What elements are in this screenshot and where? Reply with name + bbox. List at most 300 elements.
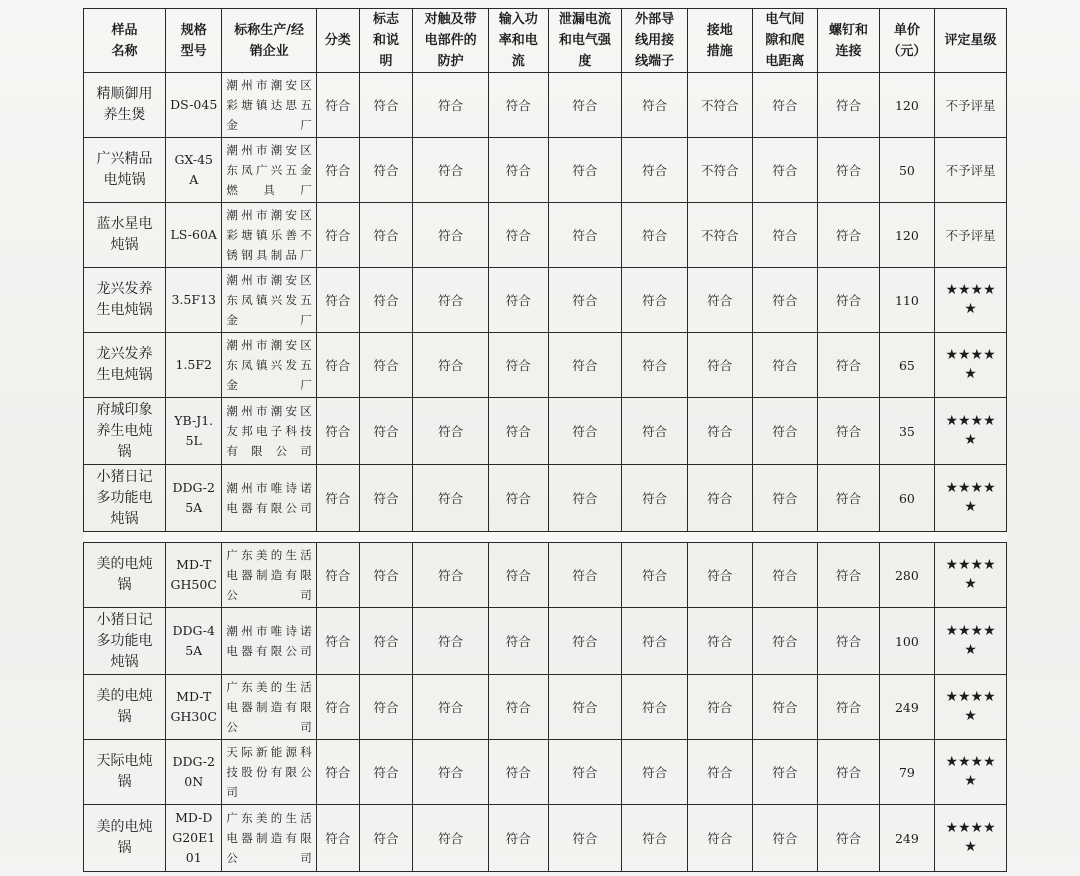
model-line: 1.5F2 [175,357,212,372]
result-cell: 符合 [818,543,880,608]
sample-name-cell [84,73,166,138]
model-line: YB-J1. [174,413,214,428]
sample-name-line: 龙兴发养 [96,281,153,297]
sample-name-line: 多功能电 [96,489,153,506]
result-cell: 符合 [359,675,412,740]
table-row [84,268,1007,333]
star-rating-cell [935,805,1007,872]
column-header [413,9,489,73]
star-rating-line: ★ [964,773,977,789]
result-cell: 符合 [687,805,752,872]
table-row [84,805,1007,872]
result-cell: 符合 [413,203,489,268]
star-rating-cell [935,138,1007,203]
manufacturer-line: 金厂 [226,313,312,327]
result-cell: 符合 [316,203,359,268]
result-cell: 符合 [818,333,880,398]
manufacturer-line: 司 [226,785,238,799]
table-row [84,740,1007,805]
result-cell: 符合 [818,740,880,805]
sample-name-line: 锅 [117,709,132,725]
result-cell: 符合 [752,465,818,532]
result-cell: 符合 [818,73,880,138]
star-rating-line: 不予评星 [945,162,996,178]
manufacturer-line: 彩塘镇达思五 [226,98,312,112]
price-cell: 249 [879,675,934,740]
sample-name-line: 小猪日记 [96,468,153,485]
column-header-line: 输入功 [498,12,538,27]
model-line: DDG-2 [172,754,215,769]
sample-name-cell [84,333,166,398]
column-header [687,9,752,73]
result-cell: 符合 [818,268,880,333]
star-rating-line: ★★★★ [945,347,996,363]
sample-name-line: 锅 [117,443,132,460]
sample-name-line: 炖锅 [110,237,139,253]
model-cell [166,203,222,268]
result-cell: 符合 [489,805,548,872]
column-header-line: 线端子 [635,54,675,69]
model-line: A [189,172,199,187]
manufacturer-line: 公司 [226,720,312,734]
column-header-line: 外部导 [635,12,675,27]
sample-name-line: 美的电炖 [96,556,153,572]
model-line: 01 [185,850,202,865]
result-cell: 符合 [622,675,688,740]
column-header [818,9,880,73]
sample-name-line: 蓝水星电 [96,216,153,232]
result-cell: 符合 [489,138,548,203]
model-line: 3.5F13 [171,292,216,307]
model-line: GH30C [170,709,217,724]
result-cell: 符合 [413,608,489,675]
sample-name-line: 龙兴发养 [96,346,153,362]
column-header [359,9,412,73]
result-cell: 符合 [818,805,880,872]
result-cell: 符合 [548,73,622,138]
sample-name-line: 养生煲 [103,107,146,123]
column-header-line: 规格 [180,22,207,38]
result-cell: 符合 [489,73,548,138]
sample-name-line: 锅 [117,577,132,593]
column-header [752,9,818,73]
star-rating-line: ★ [964,839,977,855]
manufacturer-line: 锈钢具制品厂 [226,248,312,262]
result-cell: 符合 [489,333,548,398]
manufacturer-line: 潮州市潮安区 [226,143,312,157]
result-cell: 符合 [359,543,412,608]
star-rating-line: ★ [964,499,977,515]
test-results-table [83,8,1007,872]
manufacturer-line: 东凤镇兴发五 [226,358,312,372]
result-cell: 符合 [359,740,412,805]
result-cell: 符合 [359,465,412,532]
manufacturer-line: 燃具厂 [226,183,312,197]
result-cell: 符合 [687,465,752,532]
result-cell: 符合 [752,543,818,608]
page-break-gap [84,532,1007,543]
result-cell: 符合 [752,203,818,268]
result-cell: 符合 [316,268,359,333]
column-header-line: 单价 [893,22,920,38]
manufacturer-line: 潮州市潮安区 [226,208,312,222]
model-line: 5A [185,643,203,658]
column-header [166,9,222,73]
model-line: DDG-4 [172,623,215,638]
sample-name-line: 锅 [117,840,132,856]
model-cell [166,805,222,872]
sample-name-line: 多功能电 [96,632,153,649]
model-line: DDG-2 [172,480,215,495]
manufacturer-line: 电器有限公司 [226,501,312,515]
sample-name-line: 锅 [117,774,132,790]
result-cell: 符合 [818,675,880,740]
sample-name-cell [84,138,166,203]
column-header-line: （元） [887,43,927,59]
result-cell: 符合 [752,805,818,872]
star-rating-cell [935,608,1007,675]
model-line: GH50C [170,577,217,592]
sample-name-line: 美的电炖 [96,688,153,704]
sample-name-line: 广兴精品 [96,151,153,167]
result-cell: 符合 [687,333,752,398]
result-cell: 符合 [359,398,412,465]
result-cell: 符合 [622,203,688,268]
price-cell: 120 [879,73,934,138]
star-rating-line: ★★★★ [945,413,996,429]
column-header-line: 评定星级 [944,33,997,48]
manufacturer-line: 彩塘镇乐善不 [226,228,312,242]
result-cell: 符合 [316,805,359,872]
column-header [548,9,622,73]
table-row [84,543,1007,608]
page-break-strip [84,532,1007,543]
result-cell: 符合 [489,398,548,465]
star-rating-line: ★★★★ [945,754,996,770]
result-cell: 符合 [548,740,622,805]
table-row [84,333,1007,398]
column-header-line: 措施 [706,43,733,59]
manufacturer-line: 技股份有限公 [226,765,312,779]
star-rating-line: ★★★★ [945,689,996,705]
price-cell: 110 [879,268,934,333]
sample-name-line: 养生电炖 [96,422,153,439]
column-header [316,9,359,73]
model-line: 5A [185,500,203,515]
price-cell: 249 [879,805,934,872]
result-cell: 符合 [548,675,622,740]
model-line: 5L [185,433,202,448]
sample-name-line: 生电炖锅 [96,367,153,383]
star-rating-cell [935,675,1007,740]
table-row [84,675,1007,740]
manufacturer-cell [222,543,316,608]
manufacturer-line: 东凤镇兴发五 [226,293,312,307]
model-line: LS-60A [170,227,217,242]
column-header-line: 螺钉和 [828,22,868,38]
column-header [84,9,166,73]
result-cell: 符合 [359,73,412,138]
price-cell: 79 [879,740,934,805]
star-rating-cell [935,73,1007,138]
result-cell: 符合 [818,398,880,465]
result-cell: 符合 [413,543,489,608]
table-row [84,398,1007,465]
column-header-line: 隙和爬 [765,33,805,48]
column-header-line: 电距离 [765,54,805,69]
manufacturer-cell [222,398,316,465]
result-cell: 符合 [413,675,489,740]
star-rating-line: 不予评星 [945,227,996,243]
result-cell: 符合 [687,543,752,608]
column-header-line: 电气间 [765,12,805,27]
result-cell: 符合 [316,465,359,532]
column-header-line: 明 [379,54,393,69]
result-cell: 符合 [752,675,818,740]
model-cell [166,465,222,532]
result-cell: 符合 [316,73,359,138]
manufacturer-cell [222,73,316,138]
result-cell: 不符合 [687,73,752,138]
result-cell: 符合 [622,465,688,532]
sample-name-cell [84,398,166,465]
manufacturer-cell [222,805,316,872]
result-cell: 符合 [818,465,880,532]
column-header [935,9,1007,73]
result-cell: 符合 [316,398,359,465]
column-header [879,9,934,73]
manufacturer-line: 公司 [226,851,312,865]
price-cell: 35 [879,398,934,465]
result-cell: 符合 [413,740,489,805]
header-row [84,9,1007,73]
manufacturer-line: 电器制造有限 [226,831,312,845]
result-cell: 符合 [316,138,359,203]
model-line: DS-045 [170,97,218,112]
column-header-line: 率和电 [498,33,538,48]
result-cell: 符合 [359,333,412,398]
sample-name-cell [84,608,166,675]
model-cell [166,675,222,740]
result-cell: 符合 [413,333,489,398]
sample-name-line: 美的电炖 [96,819,153,835]
sample-name-cell [84,805,166,872]
result-cell: 符合 [752,333,818,398]
result-cell: 符合 [413,465,489,532]
column-header-line: 和说 [372,33,399,48]
result-cell: 符合 [413,73,489,138]
column-header-line: 对触及带 [424,12,477,27]
result-cell: 符合 [359,203,412,268]
result-cell: 不符合 [687,203,752,268]
sample-name-cell [84,740,166,805]
result-cell: 符合 [622,73,688,138]
sample-name-cell [84,675,166,740]
result-cell: 符合 [548,608,622,675]
manufacturer-line: 潮州市潮安区 [226,404,312,418]
result-cell: 符合 [316,740,359,805]
column-header-line: 和电气强 [558,33,611,48]
star-rating-line: ★ [964,432,977,448]
price-cell: 280 [879,543,934,608]
result-cell: 符合 [548,203,622,268]
result-cell: 符合 [818,138,880,203]
result-cell: 符合 [752,138,818,203]
result-cell: 符合 [359,268,412,333]
result-cell: 符合 [316,333,359,398]
sample-name-cell [84,268,166,333]
model-cell [166,73,222,138]
result-cell: 符合 [548,805,622,872]
table-row [84,608,1007,675]
result-cell: 符合 [818,608,880,675]
manufacturer-cell [222,203,316,268]
column-header [489,9,548,73]
star-rating-line: ★★★★ [945,557,996,573]
result-cell: 符合 [752,398,818,465]
result-cell: 符合 [622,268,688,333]
result-cell: 符合 [548,543,622,608]
result-cell: 符合 [752,73,818,138]
model-cell [166,268,222,333]
column-header-line: 标称生产/经 [234,22,304,38]
manufacturer-cell [222,465,316,532]
result-cell: 符合 [316,543,359,608]
result-cell: 符合 [413,138,489,203]
star-rating-cell [935,268,1007,333]
result-cell: 符合 [548,333,622,398]
table-row [84,138,1007,203]
column-header [222,9,316,73]
column-header-line: 样品 [111,22,138,38]
result-cell: 符合 [413,268,489,333]
manufacturer-cell [222,608,316,675]
column-header-line: 流 [511,54,525,69]
result-cell: 符合 [687,268,752,333]
star-rating-line: ★★★★ [945,820,996,836]
result-cell: 符合 [622,543,688,608]
model-line: 0N [184,774,204,789]
column-header-line: 防护 [437,54,464,69]
result-cell: 符合 [818,203,880,268]
manufacturer-line: 电器制造有限 [226,568,312,582]
model-line: G20E1 [172,830,216,845]
result-cell: 符合 [548,138,622,203]
model-cell [166,398,222,465]
sample-name-line: 炖锅 [110,510,139,527]
price-cell: 65 [879,333,934,398]
manufacturer-line: 潮州市潮安区 [226,338,312,352]
star-rating-line: ★ [964,642,977,658]
model-line: GX-45 [174,152,214,167]
column-header-line: 标志 [372,12,399,27]
result-cell: 符合 [752,268,818,333]
table-row [84,465,1007,532]
star-rating-cell [935,543,1007,608]
manufacturer-line: 电器有限公司 [226,644,312,658]
sample-name-line: 生电炖锅 [96,302,153,318]
sample-name-line: 小猪日记 [96,611,153,628]
result-cell: 符合 [316,608,359,675]
result-cell: 符合 [548,398,622,465]
sample-name-line: 天际电炖 [96,753,153,769]
result-cell: 符合 [687,675,752,740]
result-cell: 符合 [489,608,548,675]
result-cell: 符合 [622,138,688,203]
manufacturer-line: 广东美的生活 [226,548,312,562]
result-cell: 符合 [413,398,489,465]
result-cell: 符合 [489,465,548,532]
result-cell: 符合 [687,740,752,805]
model-cell [166,333,222,398]
manufacturer-cell [222,740,316,805]
star-rating-cell [935,398,1007,465]
result-cell: 符合 [622,608,688,675]
result-cell: 符合 [489,203,548,268]
manufacturer-line: 公司 [226,588,312,602]
star-rating-line: ★★★★ [945,623,996,639]
star-rating-cell [935,203,1007,268]
sample-name-cell [84,543,166,608]
manufacturer-cell [222,675,316,740]
manufacturer-line: 广东美的生活 [226,680,312,694]
model-cell [166,543,222,608]
star-rating-line: ★ [964,576,977,592]
manufacturer-line: 潮州市唯诗诺 [226,624,312,638]
manufacturer-line: 潮州市潮安区 [226,273,312,287]
column-header-line: 线用接 [635,33,675,48]
column-header-line: 泄漏电流 [558,12,611,27]
manufacturer-line: 友邦电子科技 [226,424,312,438]
result-cell: 符合 [622,805,688,872]
result-cell: 符合 [413,805,489,872]
sample-name-line: 炖锅 [110,653,139,670]
star-rating-line: ★ [964,366,977,382]
star-rating-cell [935,333,1007,398]
manufacturer-line: 潮州市唯诗诺 [226,481,312,495]
result-cell: 符合 [622,398,688,465]
manufacturer-line: 天际新能源科 [226,745,312,759]
model-line: MD-T [176,689,212,704]
price-cell: 120 [879,203,934,268]
sample-name-cell [84,203,166,268]
price-cell: 100 [879,608,934,675]
column-header-line: 电部件的 [424,33,477,48]
sample-name-cell [84,465,166,532]
sample-name-line: 府城印象 [96,401,153,418]
star-rating-cell [935,740,1007,805]
manufacturer-cell [222,268,316,333]
manufacturer-cell [222,138,316,203]
result-cell: 符合 [489,268,548,333]
column-header-line: 型号 [180,43,207,59]
result-cell: 符合 [489,543,548,608]
manufacturer-cell [222,333,316,398]
model-cell [166,138,222,203]
result-cell: 符合 [752,608,818,675]
manufacturer-line: 东凤广兴五金 [226,163,312,177]
manufacturer-line: 电器制造有限 [226,700,312,714]
result-cell: 符合 [359,805,412,872]
result-cell: 符合 [548,268,622,333]
star-rating-line: ★ [964,301,977,317]
star-rating-line: 不予评星 [945,97,996,113]
result-cell: 符合 [622,740,688,805]
result-cell: 符合 [687,398,752,465]
result-cell: 符合 [622,333,688,398]
column-header-line: 名称 [111,43,138,59]
star-rating-line: ★ [964,708,977,724]
